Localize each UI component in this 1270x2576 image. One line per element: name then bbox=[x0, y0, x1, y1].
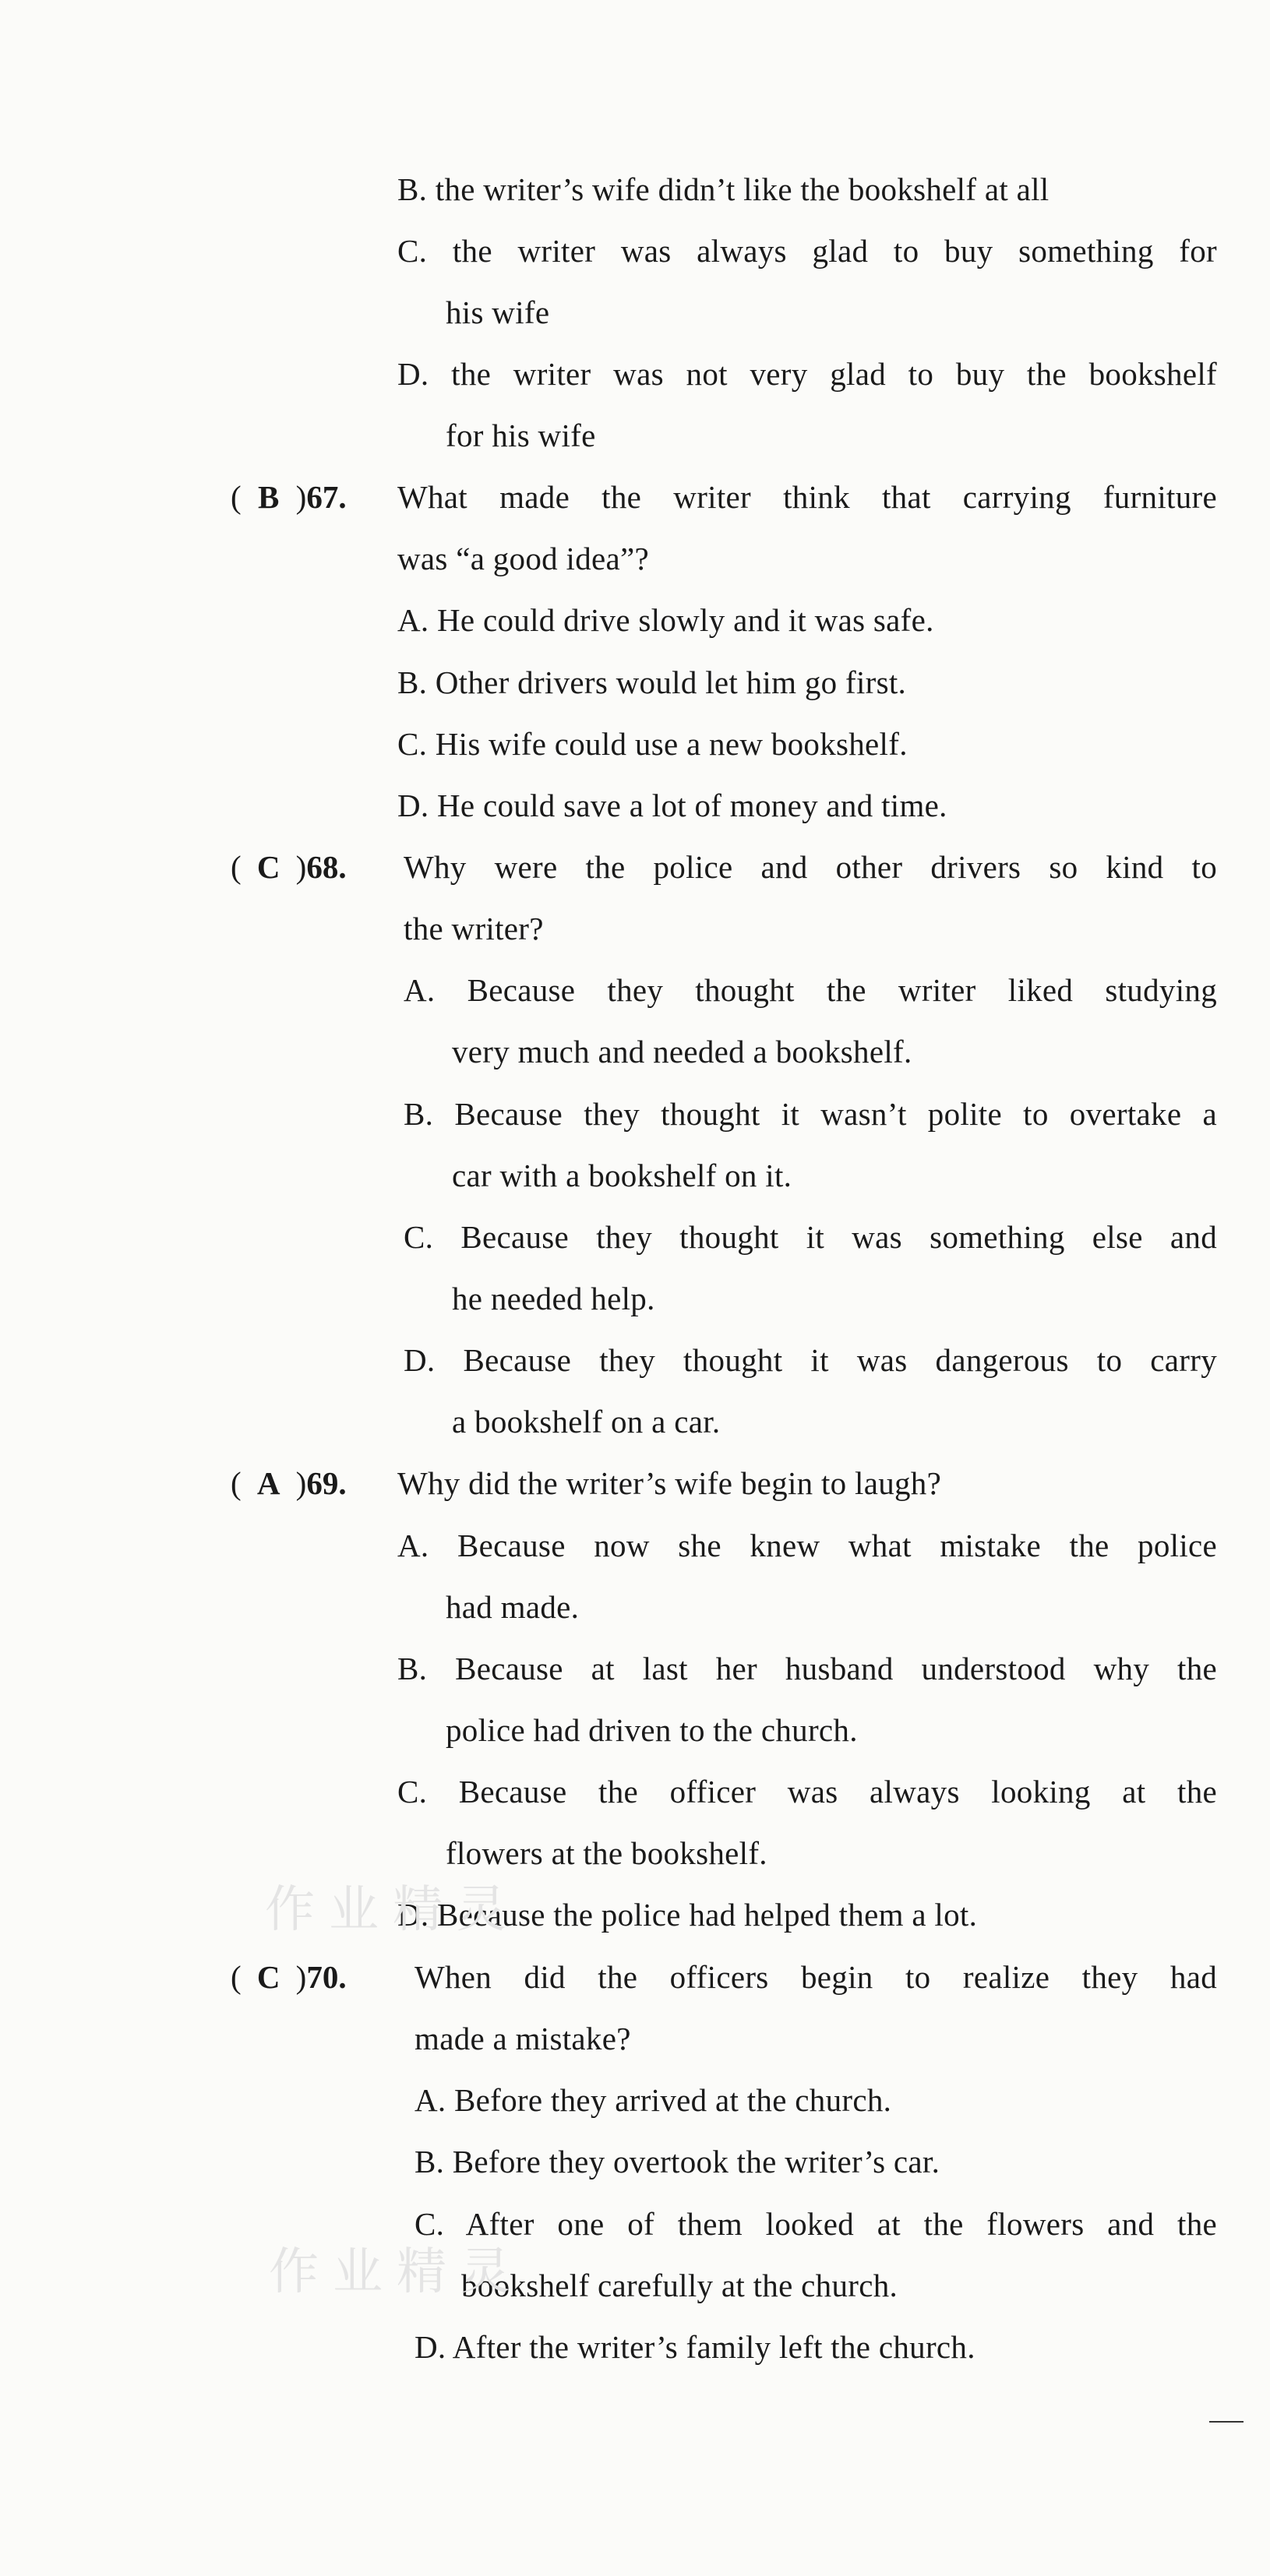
q66-option-d-line2: for his wife bbox=[446, 418, 596, 453]
q69-stem: Why did the writer’s wife begin to laugh? bbox=[397, 1465, 942, 1501]
q68-option-d-line1: D. Because they thought it was dangerous to carry bbox=[404, 1342, 1217, 1378]
q68-option-c-line2: he needed help. bbox=[452, 1281, 655, 1316]
q68-option-b-line2: car with a bookshelf on it. bbox=[452, 1158, 792, 1193]
q69-option-a-line1: A. Because now she knew what mistake the police bbox=[397, 1528, 1217, 1563]
q70-stem-line2: made a mistake? bbox=[415, 2021, 631, 2056]
q67-option-b: B. Other drivers would let him go first. bbox=[397, 664, 907, 700]
q67-stem-line2: was “a good idea”? bbox=[397, 541, 649, 576]
q68-stem-line2: the writer? bbox=[404, 911, 544, 946]
q67-stem-line1: What made the writer think that carrying furniture bbox=[397, 479, 1217, 515]
q68-answer: C bbox=[256, 849, 280, 885]
q66-option-c-line1: C. the writer was always glad to buy something for bbox=[397, 233, 1217, 269]
q68-stem-line1: Why were the police and other drivers so kind to bbox=[404, 849, 1217, 885]
q70-option-b: B. Before they overtook the writer’s car. bbox=[415, 2144, 940, 2180]
q67-answer-marker: ( B )67. bbox=[231, 479, 347, 515]
q68-number: 68. bbox=[306, 849, 347, 885]
q69-option-c-line2: flowers at the bookshelf. bbox=[446, 1835, 767, 1871]
q69-answer: A bbox=[256, 1465, 280, 1501]
q70-answer: C bbox=[256, 1959, 280, 1995]
q68-option-b-line1: B. Because they thought it wasn’t polite to overtake a bbox=[404, 1096, 1217, 1132]
q67-answer: B bbox=[257, 479, 280, 515]
q70-option-c-line2: bookshelf carefully at the church. bbox=[461, 2268, 898, 2303]
q68-option-a-line1: A. Because they thought the writer liked studying bbox=[404, 972, 1217, 1008]
q70-option-d: D. After the writer’s family left the church. bbox=[415, 2329, 975, 2365]
q69-option-d: D. Because the police had helped them a lot. bbox=[397, 1897, 978, 1933]
q67-option-a: A. He could drive slowly and it was safe. bbox=[397, 602, 934, 638]
q66-option-c-line2: his wife bbox=[446, 294, 550, 330]
q67-option-c: C. His wife could use a new bookshelf. bbox=[397, 726, 908, 762]
q66-option-d-line1: D. the writer was not very glad to buy the bookshelf bbox=[397, 356, 1217, 392]
q68-answer-marker: ( C )68. bbox=[231, 849, 347, 885]
q68-option-c-line1: C. Because they thought it was something else and bbox=[404, 1219, 1217, 1255]
q69-option-c-line1: C. Because the officer was always looking at the bbox=[397, 1774, 1217, 1810]
q69-option-b-line2: police had driven to the church. bbox=[446, 1712, 858, 1748]
q70-stem-line1: When did the officers begin to realize they had bbox=[415, 1959, 1217, 1995]
q70-number: 70. bbox=[306, 1959, 347, 1995]
q69-answer-marker: ( A )69. bbox=[231, 1465, 347, 1501]
q67-number: 67. bbox=[306, 479, 347, 515]
q66-option-b: B. the writer’s wife didn’t like the bookshelf at all bbox=[397, 171, 1050, 207]
page-corner-dash bbox=[1209, 2421, 1244, 2423]
q68-option-d-line2: a bookshelf on a car. bbox=[452, 1404, 721, 1440]
q69-number: 69. bbox=[306, 1465, 347, 1501]
q67-option-d: D. He could save a lot of money and time. bbox=[397, 788, 947, 823]
watermark-stamp: 作业精灵 bbox=[269, 2243, 524, 2301]
q68-option-a-line2: very much and needed a bookshelf. bbox=[452, 1034, 912, 1070]
q70-option-c-line1: C. After one of them looked at the flowers and the bbox=[415, 2206, 1217, 2242]
q70-option-a: A. Before they arrived at the church. bbox=[415, 2082, 892, 2118]
q70-answer-marker: ( C )70. bbox=[231, 1959, 347, 1995]
q69-option-b-line1: B. Because at last her husband understood why the bbox=[397, 1651, 1217, 1686]
watermark-stamp: 作业精灵 bbox=[265, 1881, 520, 1939]
q69-option-a-line2: had made. bbox=[446, 1589, 580, 1625]
